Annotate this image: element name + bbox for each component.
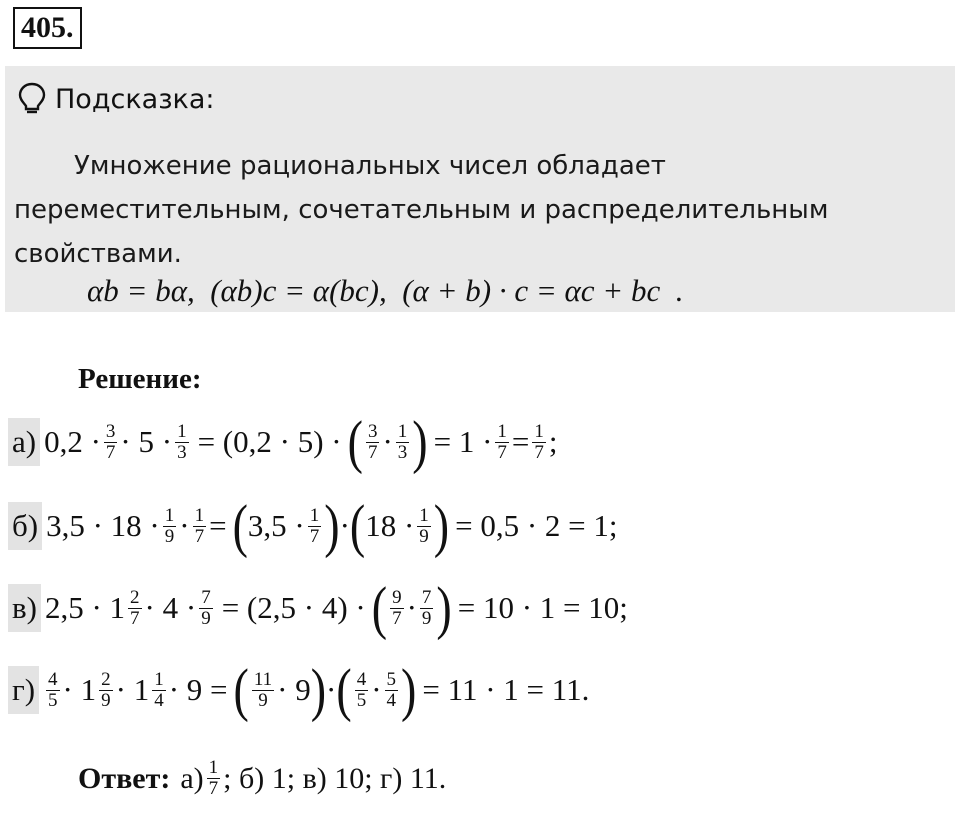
expr-text: · 4 · <box>144 590 197 625</box>
expr-text: · 1 <box>115 672 150 707</box>
expr-text: · 9 <box>277 672 311 707</box>
expr-text: = 11 · 1 = 11. <box>422 672 590 707</box>
expr-text: = (0,2 · 5) · <box>197 424 342 459</box>
fraction: $\frac{2}{7}$ <box>130 586 140 629</box>
expr-text: 0,2 · <box>44 424 101 459</box>
hint-header <box>17 82 215 116</box>
expr-text: 18 · <box>365 508 415 543</box>
expr-text: · <box>179 508 190 543</box>
fraction: $\frac{1}{7}$ <box>194 504 205 547</box>
expr-text: = <box>209 508 227 543</box>
item-label-c: в) <box>8 584 41 632</box>
hint-title: Подсказка: <box>55 83 215 115</box>
solution-line-a: а) 0,2 · $\frac{3}{7}$ · 5 · $\frac{1}{3}$ = (0,2 · 5) · ( $\frac{3}{7}$ · $\frac{1}{3}$ ) = 1 · $\frac{1}{7}$ = $\frac{1}{7}$ ; <box>8 418 558 466</box>
expr-text: · 9 = <box>168 672 228 707</box>
expr-text: 3,5 · 18 · <box>46 508 160 543</box>
expr-text: · 1 <box>62 672 97 707</box>
fraction: $\frac{1}{9}$ <box>419 504 429 547</box>
expr-text: · <box>371 672 382 707</box>
problem-number: 405. <box>13 7 82 49</box>
fraction: $\frac{1}{3}$ <box>177 420 187 463</box>
expr-text: ; <box>548 424 558 459</box>
fraction: $\frac{11}{9}$ <box>253 668 273 711</box>
solution-line-d: г) $\frac{4}{5}$ · 1 $\frac{2}{9}$ · 1 $\frac{1}{4}$ · 9 = ( $\frac{11}{9}$ · 9 ) · ( $\frac{4}{5}$ · $\frac{5}{4}$ ) = 11 · 1 = 11. <box>8 666 589 714</box>
solution-line-b: б) 3,5 · 18 · $\frac{1}{9}$ · $\frac{1}{7}$ = ( 3,5 · $\frac{1}{7}$ ) · ( 18 · $\frac{1}{9}$ ) = 0,5 · 2 = 1; <box>8 502 618 550</box>
answer-a-label: а) <box>180 761 204 795</box>
answer-label: Ответ: <box>78 761 171 795</box>
expr-text: 2,5 · 1 <box>44 590 126 625</box>
fraction: $\frac{5}{4}$ <box>386 668 397 711</box>
hint-text <box>14 144 949 276</box>
fraction: $\frac{1}{7}$ <box>497 420 507 463</box>
item-label-a: а) <box>8 418 40 466</box>
expr-text: · <box>382 424 393 459</box>
fraction: $\frac{1}{3}$ <box>397 420 408 463</box>
expr-text: · <box>406 590 417 625</box>
fraction: $\frac{1}{4}$ <box>154 668 164 711</box>
fraction: $\frac{7}{9}$ <box>421 586 432 629</box>
answer-rest: ; б) 1; в) 10; г) 11. <box>223 761 447 795</box>
expr-text: 3,5 · <box>247 508 305 543</box>
expr-text: = <box>511 424 530 459</box>
expr-text: · <box>326 672 337 707</box>
expr-text: = 10 · 1 = 10; <box>457 590 628 625</box>
expr-text: · 5 · <box>120 424 173 459</box>
fraction: $\frac{2}{9}$ <box>101 668 111 711</box>
fraction: $\frac{1}{9}$ <box>164 504 175 547</box>
fraction: $\frac{4}{5}$ <box>48 668 58 711</box>
hint-formula: αb = bα, (αb)c = α(bc), (α + b) · c = αc + bc . <box>87 273 684 308</box>
fraction: $\frac{9}{7}$ <box>392 586 402 629</box>
fraction: $\frac{4}{5}$ <box>356 668 367 711</box>
item-label-d: г) <box>8 666 39 714</box>
hint-text-rest: переместительным, сочетательным и распределительным свойствами. <box>14 195 829 269</box>
fraction: $\frac{7}{9}$ <box>201 586 211 629</box>
answer-line <box>78 758 446 799</box>
solution-line-c: в) 2,5 · 1 $\frac{2}{7}$ · 4 · $\frac{7}{9}$ = (2,5 · 4) · ( $\frac{9}{7}$ · $\frac{7}{9}$ ) = 10 · 1 = 10; <box>8 584 628 632</box>
solution-heading: Решение: <box>78 363 202 395</box>
fraction: $\frac{1}{7}$ <box>309 504 320 547</box>
lightbulb-icon <box>17 82 47 116</box>
expr-text: = 1 · <box>433 424 493 459</box>
fraction: $\frac{3}{7}$ <box>105 420 116 463</box>
hint-panel <box>5 66 955 312</box>
hint-text-line1: Умножение рациональных чисел обладает <box>74 151 666 181</box>
fraction: $\frac{1}{7}$ <box>208 757 219 799</box>
fraction: $\frac{3}{7}$ <box>367 420 378 463</box>
fraction: $\frac{1}{7}$ <box>534 420 544 463</box>
expr-text: = 0,5 · 2 = 1; <box>455 508 618 543</box>
expr-text: = (2,5 · 4) · <box>221 590 366 625</box>
expr-text: · <box>339 508 350 543</box>
item-label-b: б) <box>8 502 42 550</box>
